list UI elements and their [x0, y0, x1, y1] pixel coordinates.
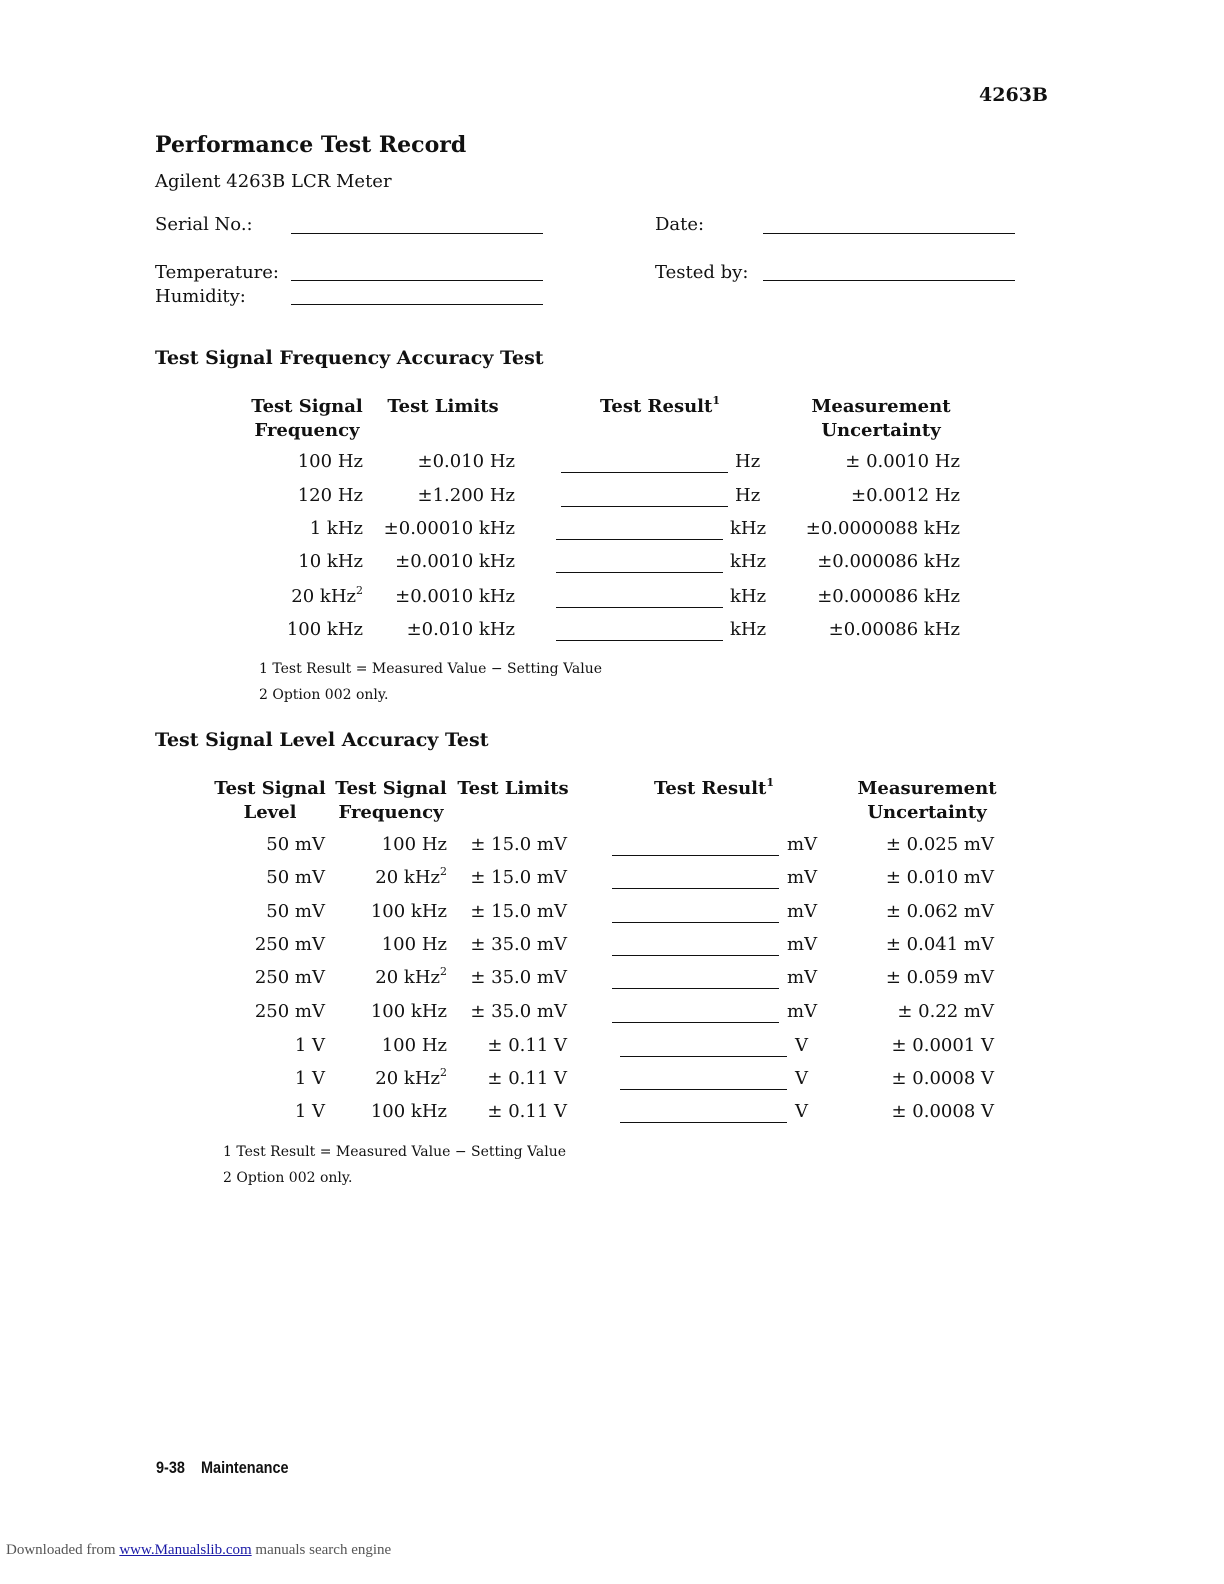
level-cell: 50 mV: [266, 867, 325, 888]
uncertainty-cell: ± 0.22 mV: [897, 1001, 994, 1022]
level-col-header-uncertainty: Measurement Uncertainty: [857, 778, 997, 823]
level-col-header-level: Test Signal Level: [214, 778, 326, 823]
unit-cell: kHz: [730, 586, 767, 607]
unit-cell: mV: [787, 934, 818, 955]
unit-cell: V: [795, 1035, 808, 1056]
test-result-field[interactable]: [620, 1056, 787, 1057]
unit-cell: mV: [787, 867, 818, 888]
freq-col-header-result: Test Result$^1$: [600, 394, 720, 417]
freq-col-header-uncertainty: Measurement Uncertainty: [811, 396, 951, 441]
frequency-cell: 1 kHz: [309, 518, 363, 539]
serial-field[interactable]: [291, 233, 543, 234]
level-note-1: 1 Test Result = Measured Value − Setting Value: [223, 1144, 567, 1160]
uncertainty-cell: ± 0.059 mV: [885, 967, 994, 988]
freq-note-2: 2 Option 002 only.: [259, 687, 389, 703]
uncertainty-cell: ± 0.025 mV: [885, 834, 994, 855]
uncertainty-cell: ±0.0012 Hz: [851, 485, 960, 506]
test-result-field[interactable]: [561, 472, 728, 473]
test-result-field[interactable]: [612, 888, 779, 889]
frequency-cell: 100 Hz: [381, 934, 447, 955]
uncertainty-cell: ± 0.0008 V: [891, 1068, 994, 1089]
uncertainty-cell: ± 0.062 mV: [885, 901, 994, 922]
frequency-cell: 20 kHz$^2$: [375, 965, 447, 988]
freq-col-header-limits: Test Limits: [387, 396, 499, 417]
date-label: Date:: [655, 214, 705, 235]
unit-cell: kHz: [730, 518, 767, 539]
test-limit-cell: ± 0.11 V: [487, 1035, 567, 1056]
test-limit-cell: ±0.010 Hz: [417, 451, 515, 472]
test-limit-cell: ± 35.0 mV: [470, 967, 567, 988]
frequency-cell: 120 Hz: [297, 485, 363, 506]
frequency-cell: 100 Hz: [381, 834, 447, 855]
uncertainty-cell: ± 0.0001 V: [891, 1035, 994, 1056]
uncertainty-cell: ±0.000086 kHz: [817, 586, 960, 607]
frequency-cell: 100 kHz: [370, 1001, 447, 1022]
tested-by-label: Tested by:: [655, 262, 749, 283]
page-title: Performance Test Record: [155, 132, 467, 158]
level-cell: 50 mV: [266, 901, 325, 922]
level-cell: 1 V: [294, 1035, 325, 1056]
test-limit-cell: ±0.0010 kHz: [395, 551, 515, 572]
download-suffix: manuals search engine: [255, 1542, 392, 1558]
serial-label: Serial No.:: [155, 214, 253, 235]
test-result-field[interactable]: [556, 607, 723, 608]
unit-cell: kHz: [730, 551, 767, 572]
frequency-cell: 100 Hz: [297, 451, 363, 472]
page-number: 9-38: [156, 1458, 185, 1477]
test-result-field[interactable]: [612, 855, 779, 856]
download-banner: [6, 1542, 391, 1559]
test-result-field[interactable]: [556, 539, 723, 540]
test-result-field[interactable]: [556, 572, 723, 573]
uncertainty-cell: ±0.0000088 kHz: [805, 518, 960, 539]
frequency-cell: 20 kHz$^2$: [291, 584, 363, 607]
unit-cell: V: [795, 1101, 808, 1122]
test-result-field[interactable]: [612, 1022, 779, 1023]
temperature-field[interactable]: [291, 280, 543, 281]
level-cell: 1 V: [294, 1068, 325, 1089]
uncertainty-cell: ± 0.010 mV: [885, 867, 994, 888]
unit-cell: V: [795, 1068, 808, 1089]
frequency-cell: 100 Hz: [381, 1035, 447, 1056]
test-result-field[interactable]: [556, 640, 723, 641]
frequency-cell: 100 kHz: [370, 1101, 447, 1122]
uncertainty-cell: ±0.00086 kHz: [828, 619, 960, 640]
level-cell: 50 mV: [266, 834, 325, 855]
page-footer: [156, 1458, 289, 1478]
test-result-field[interactable]: [561, 506, 728, 507]
test-result-field[interactable]: [620, 1122, 787, 1123]
test-limit-cell: ± 0.11 V: [487, 1068, 567, 1089]
unit-cell: kHz: [730, 619, 767, 640]
test-limit-cell: ± 15.0 mV: [470, 834, 567, 855]
level-cell: 1 V: [294, 1101, 325, 1122]
uncertainty-cell: ± 0.041 mV: [885, 934, 994, 955]
frequency-cell: 100 kHz: [370, 901, 447, 922]
temperature-label: Temperature:: [155, 262, 279, 283]
test-limit-cell: ± 35.0 mV: [470, 1001, 567, 1022]
tested-by-field[interactable]: [763, 280, 1015, 281]
humidity-label: Humidity:: [155, 286, 246, 307]
test-limit-cell: ±1.200 Hz: [417, 485, 515, 506]
freq-col-header-frequency: Test Signal Frequency: [251, 396, 363, 441]
unit-cell: mV: [787, 967, 818, 988]
test-result-field[interactable]: [612, 955, 779, 956]
test-result-field[interactable]: [612, 922, 779, 923]
freq-test-heading: Test Signal Frequency Accuracy Test: [155, 347, 544, 369]
unit-cell: Hz: [735, 485, 761, 506]
test-limit-cell: ± 35.0 mV: [470, 934, 567, 955]
subtitle: Agilent 4263B LCR Meter: [155, 171, 392, 192]
model-number: 4263B: [979, 84, 1048, 106]
frequency-cell: 10 kHz: [298, 551, 363, 572]
unit-cell: mV: [787, 834, 818, 855]
test-limit-cell: ±0.00010 kHz: [383, 518, 515, 539]
unit-cell: mV: [787, 1001, 818, 1022]
test-limit-cell: ± 15.0 mV: [470, 867, 567, 888]
uncertainty-cell: ± 0.0008 V: [891, 1101, 994, 1122]
level-col-header-result: Test Result$^1$: [654, 776, 774, 799]
download-prefix: Downloaded from: [6, 1542, 116, 1558]
date-field[interactable]: [763, 233, 1015, 234]
level-cell: 250 mV: [254, 934, 325, 955]
unit-cell: Hz: [735, 451, 761, 472]
frequency-cell: 100 kHz: [286, 619, 363, 640]
test-limit-cell: ±0.010 kHz: [406, 619, 515, 640]
humidity-field[interactable]: [291, 304, 543, 305]
freq-note-1: 1 Test Result = Measured Value − Setting Value: [259, 661, 603, 677]
test-limit-cell: ± 15.0 mV: [470, 901, 567, 922]
uncertainty-cell: ±0.000086 kHz: [817, 551, 960, 572]
level-col-header-limits: Test Limits: [457, 778, 569, 799]
section-name: Maintenance: [200, 1458, 289, 1477]
level-note-2: 2 Option 002 only.: [223, 1170, 353, 1186]
test-result-field[interactable]: [620, 1089, 787, 1090]
level-test-heading: Test Signal Level Accuracy Test: [155, 729, 489, 751]
level-cell: 250 mV: [254, 1001, 325, 1022]
test-result-field[interactable]: [612, 988, 779, 989]
frequency-cell: 20 kHz$^2$: [375, 1066, 447, 1089]
unit-cell: mV: [787, 901, 818, 922]
level-cell: 250 mV: [254, 967, 325, 988]
manualslib-link[interactable]: www.Manualslib.com: [119, 1542, 252, 1558]
test-limit-cell: ± 0.11 V: [487, 1101, 567, 1122]
frequency-cell: 20 kHz$^2$: [375, 865, 447, 888]
test-limit-cell: ±0.0010 kHz: [395, 586, 515, 607]
level-col-header-frequency: Test Signal Frequency: [335, 778, 447, 823]
uncertainty-cell: ± 0.0010 Hz: [845, 451, 960, 472]
